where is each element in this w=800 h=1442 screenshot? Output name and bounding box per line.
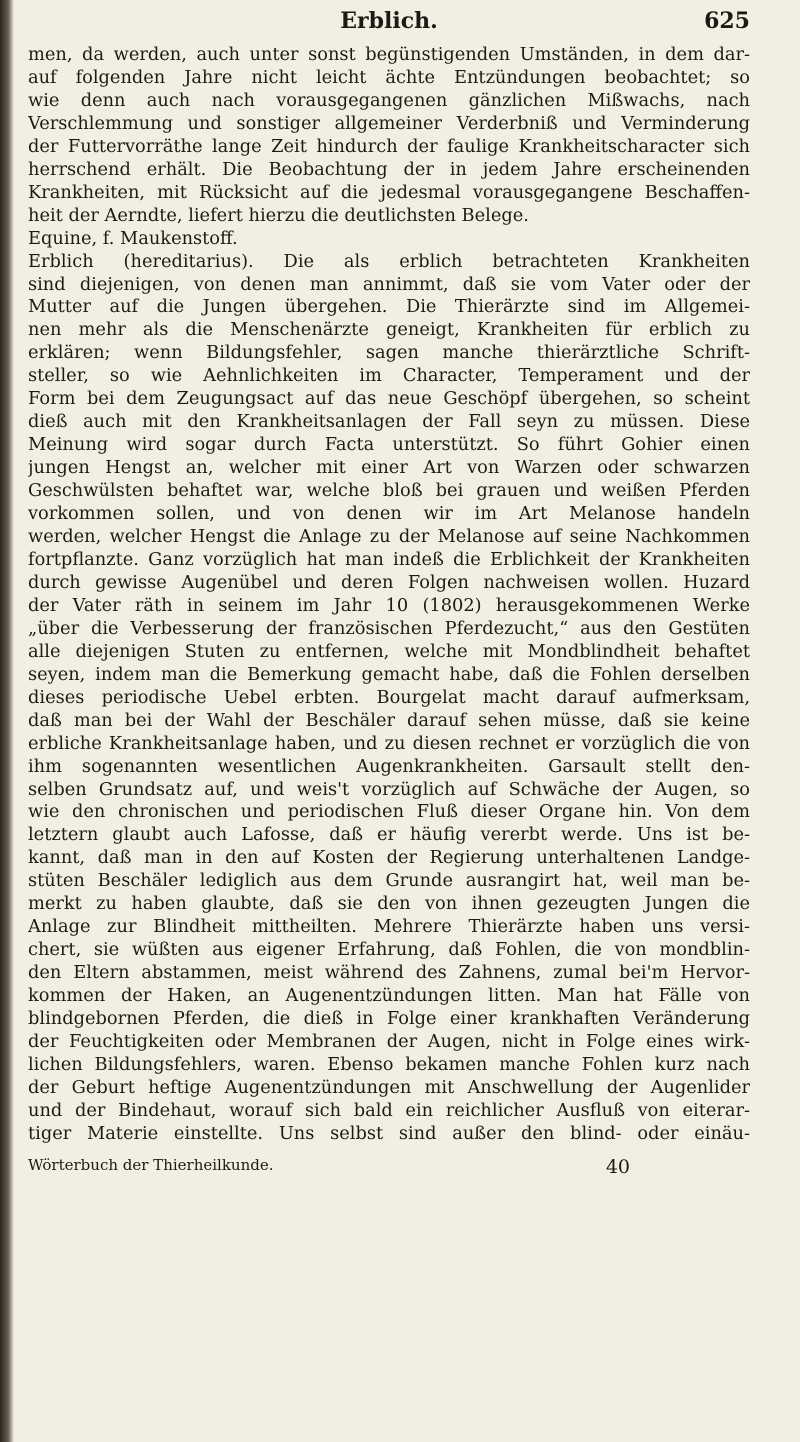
text-line: seyen, indem man die Bemerkung gemacht habe, daß die Fohlen derselben bbox=[28, 663, 750, 685]
text-line: den Eltern abstammen, meist während des Zahnens, zumal bei'm Hervor- bbox=[28, 962, 750, 984]
text-line: stüten Beschäler lediglich aus dem Grunde ausrangirt hat, weil man be- bbox=[28, 870, 750, 892]
text-line: dieses periodische Uebel erbten. Bourgelat macht darauf aufmerksam, bbox=[28, 686, 750, 708]
text-line: Geschwülsten behaftet war, welche bloß bei grauen und weißen Pferden bbox=[28, 480, 750, 502]
text-line: Meinung wird sogar durch Facta unterstützt. So führt Gohier einen bbox=[28, 434, 750, 456]
text-line: der Vater räth in seinem im Jahr 10 (1802) herausgekommenen Werke bbox=[28, 594, 750, 616]
text-line: Form bei dem Zeugungsact auf das neue Geschöpf übergehen, so scheint bbox=[28, 388, 750, 410]
text-line: daß man bei der Wahl der Beschäler darauf sehen müsse, daß sie keine bbox=[28, 709, 750, 731]
text-line: wie den chronischen und periodischen Fluß dieser Organe hin. Von dem bbox=[28, 801, 750, 823]
text-line: ihm sogenannten wesentlichen Augenkrankheiten. Garsault stellt den- bbox=[28, 755, 750, 777]
text-line: fortpflanzte. Ganz vorzüglich hat man indeß die Erblichkeit der Krankheiten bbox=[28, 548, 750, 570]
text-line: durch gewisse Augenübel und deren Folgen nachweisen wollen. Huzard bbox=[28, 571, 750, 593]
text-line: erbliche Krankheitsanlage haben, und zu diesen rechnet er vorzüglich die von bbox=[28, 732, 750, 754]
page-header bbox=[28, 0, 750, 44]
text-line: tiger Materie einstellte. Uns selbst sind außer den blind- oder einäu- bbox=[28, 1122, 750, 1144]
text-line: „über die Verbesserung der französischen Pferdezucht,“ aus den Gestüten bbox=[28, 617, 750, 639]
text-line: heit der Aerndte, liefert hierzu die deutlichsten Belege. bbox=[28, 204, 529, 226]
running-head: Erblich. bbox=[340, 8, 438, 34]
page-number: 625 bbox=[704, 8, 750, 34]
text-line: werden, welcher Hengst die Anlage zu der Melanose auf seine Nachkommen bbox=[28, 526, 750, 548]
signature-line: Wörterbuch der Thierheilkunde. bbox=[28, 1155, 274, 1174]
text-line: steller, so wie Aehnlichkeiten im Character, Temperament und der bbox=[28, 365, 750, 387]
sheet-number: 40 bbox=[605, 1155, 630, 1178]
text-line: der Feuchtigkeiten oder Membranen der Augen, nicht in Folge eines wirk- bbox=[28, 1030, 750, 1052]
page-binding-edge bbox=[0, 0, 14, 1442]
text-line: Mutter auf die Jungen übergehen. Die Thierärzte sind im Allgemei- bbox=[28, 296, 750, 318]
text-line: der Futtervorräthe lange Zeit hindurch der faulige Krankheitscharacter sich bbox=[28, 135, 750, 157]
text-line: Krankheiten, mit Rücksicht auf die jedesmal vorausgegangene Beschaffen- bbox=[28, 181, 750, 203]
text-line: merkt zu haben glaubte, daß sie den von ihnen gezeugten Jungen die bbox=[28, 893, 750, 915]
text-line: kommen der Haken, an Augenentzündungen litten. Man hat Fälle von bbox=[28, 985, 750, 1007]
text-line: wie denn auch nach vorausgegangenen gänzlichen Mißwachs, nach bbox=[28, 89, 750, 111]
text-line: auf folgenden Jahre nicht leicht ächte Entzündungen beobachtet; so bbox=[28, 66, 750, 88]
text-line: dieß auch mit den Krankheitsanlagen der Fall seyn zu müssen. Diese bbox=[28, 411, 750, 433]
text-line: nen mehr als die Menschenärzte geneigt, Krankheiten für erblich zu bbox=[28, 319, 750, 341]
text-line: alle diejenigen Stuten zu entfernen, welche mit Mondblindheit behaftet bbox=[28, 640, 750, 662]
text-line: und der Bindehaut, worauf sich bald ein reichlicher Ausfluß von eiterar- bbox=[28, 1099, 750, 1121]
text-line: jungen Hengst an, welcher mit einer Art von Warzen oder schwarzen bbox=[28, 457, 750, 479]
text-line: blindgebornen Pferden, die dieß in Folge einer krankhaften Veränderung bbox=[28, 1008, 750, 1030]
page-footer bbox=[28, 1156, 750, 1186]
body-text bbox=[28, 44, 750, 1146]
text-line: lichen Bildungsfehlers, waren. Ebenso bekamen manche Fohlen kurz nach bbox=[28, 1053, 750, 1075]
text-line: selben Grundsatz auf, und weis't vorzüglich auf Schwäche der Augen, so bbox=[28, 778, 750, 800]
text-line: Equine, f. Maukenstoff. bbox=[28, 227, 238, 249]
text-line: Erblich (hereditarius). Die als erblich betrachteten Krankheiten bbox=[28, 250, 750, 272]
text-line: erklären; wenn Bildungsfehler, sagen manche thierärztliche Schrift- bbox=[28, 342, 750, 364]
text-line: chert, sie wüßten aus eigener Erfahrung, daß Fohlen, die von mondblin- bbox=[28, 939, 750, 961]
text-line: der Geburt heftige Augenentzündungen mit Anschwellung der Augenlider bbox=[28, 1076, 750, 1098]
text-line: herrschend erhält. Die Beobachtung der in jedem Jahre erscheinenden bbox=[28, 158, 750, 180]
text-line: letztern glaubt auch Lafosse, daß er häufig vererbt werde. Uns ist be- bbox=[28, 824, 750, 846]
text-line: kannt, daß man in den auf Kosten der Regierung unterhaltenen Landge- bbox=[28, 847, 750, 869]
text-line: sind diejenigen, von denen man annimmt, daß sie vom Vater oder der bbox=[28, 273, 750, 295]
text-line: Anlage zur Blindheit mittheilten. Mehrere Thierärzte haben uns versi- bbox=[28, 916, 750, 938]
text-line: men, da werden, auch unter sonst begünstigenden Umständen, in dem dar- bbox=[28, 44, 750, 65]
text-line: Verschlemmung und sonstiger allgemeiner Verderbniß und Verminderung bbox=[28, 112, 750, 134]
text-line: vorkommen sollen, und von denen wir im Art Melanose handeln bbox=[28, 503, 750, 525]
